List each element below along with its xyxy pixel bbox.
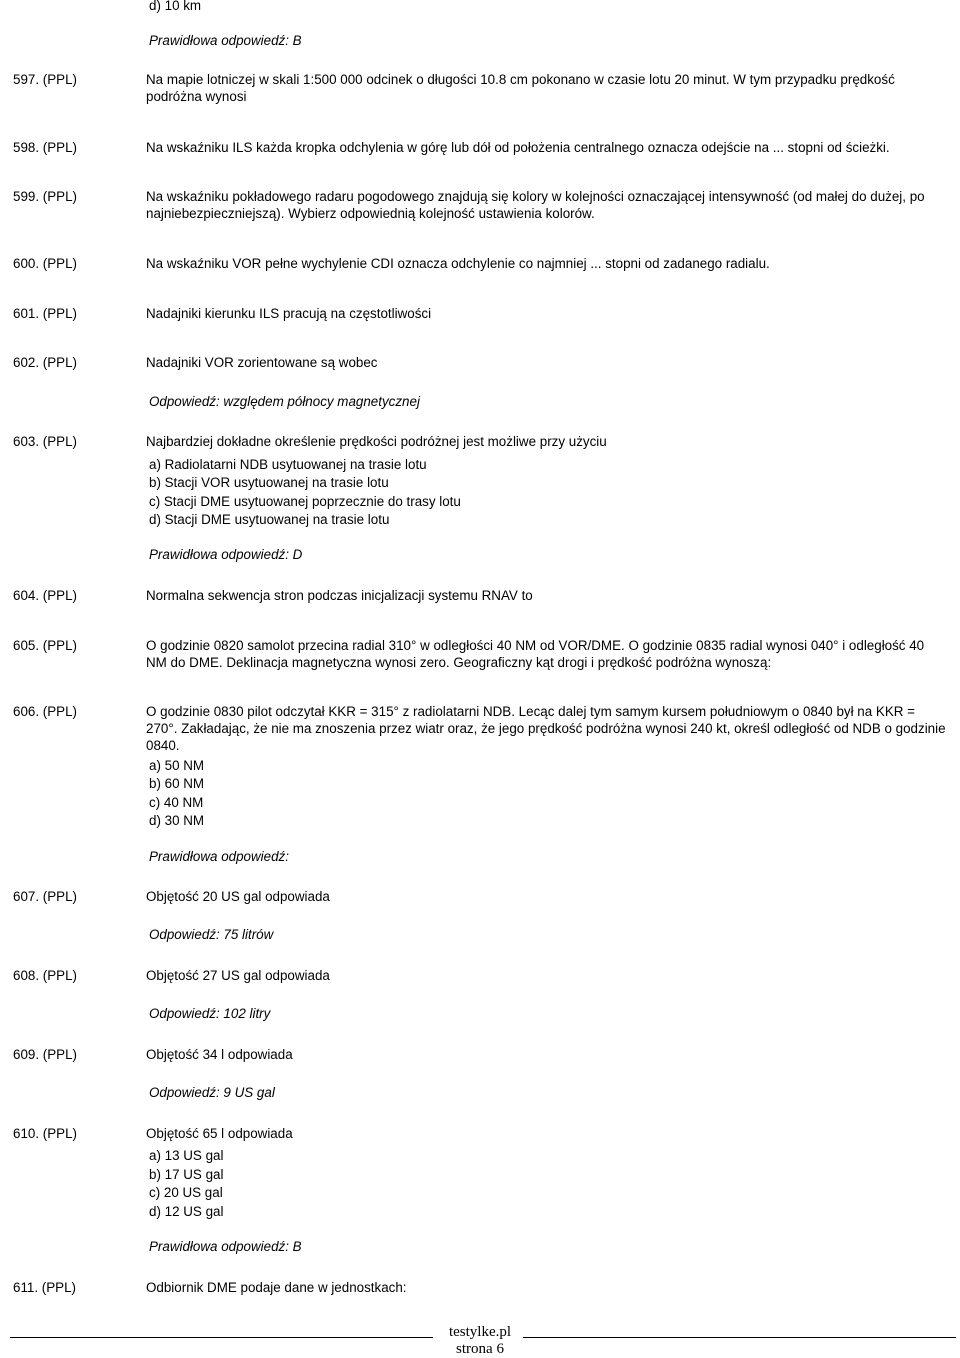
answer-609: Odpowiedź: 9 US gal [149, 1085, 275, 1100]
option-606-a: a) 50 NM [149, 758, 205, 773]
option-606-b: b) 60 NM [149, 776, 205, 791]
question-number-597: 597. (PPL) [13, 72, 78, 87]
answer-606: Prawidłowa odpowiedź: [149, 849, 289, 864]
page-footer [0, 1322, 960, 1355]
option-603-c: c) Stacji DME usytuowanej poprzecznie do trasy lotu [149, 494, 461, 509]
answer-610: Prawidłowa odpowiedź: B [149, 1239, 302, 1254]
question-number-598: 598. (PPL) [13, 140, 78, 155]
footer-page-number: strona 6 [456, 1341, 504, 1357]
question-text-606: O godzinie 0830 pilot odczytał KKR = 315° z radiolatarni NDB. Lecąc dalej tym samym kursem południowym o 0840 był na KKR = 270°. Zakładając, że nie ma znoszenia przez wiatr oraz, że jego prędkość podróżna wynosi 240 kt, określ odległość od NDB o godzinie 0840. [146, 704, 946, 753]
question-number-607: 607. (PPL) [13, 889, 78, 904]
option-606-d: d) 30 NM [149, 813, 205, 828]
question-text-602: Nadajniki VOR zorientowane są wobec [146, 355, 378, 370]
option-603-a: a) Radiolatarni NDB usytuowanej na trasie lotu [149, 457, 427, 472]
question-text-609: Objętość 34 l odpowiada [146, 1047, 293, 1062]
question-text-608: Objętość 27 US gal odpowiada [146, 968, 330, 983]
question-text-603: Najbardziej dokładne określenie prędkości podróżnej jest możliwe przy użyciu [146, 434, 607, 449]
answer-603: Prawidłowa odpowiedź: D [149, 547, 303, 562]
question-text-597: Na mapie lotniczej w skali 1:500 000 odcinek o długości 10.8 cm pokonano w czasie lotu 20 minut. W tym przypadku prędkość podróżna wynosi [146, 72, 895, 104]
question-number-609: 609. (PPL) [13, 1047, 78, 1062]
question-text-605: O godzinie 0820 samolot przecina radial 310° w odległości 40 NM od VOR/DME. O godzinie 0835 radial wynosi 040° i odległość 40 NM do DME. Deklinacja magnetyczna wynosi zero. Geograficzny kąt drogi i prędkość podróżna wynoszą: [146, 638, 925, 670]
option-610-b: b) 17 US gal [149, 1167, 224, 1182]
option-610-a: a) 13 US gal [149, 1148, 224, 1163]
option-d-previous: d) 10 km [149, 0, 202, 13]
option-610-c: c) 20 US gal [149, 1185, 223, 1200]
question-text-604: Normalna sekwencja stron podczas inicjalizacji systemu RNAV to [146, 588, 533, 603]
answer-602: Odpowiedź: względem północy magnetycznej [149, 394, 420, 409]
question-number-600: 600. (PPL) [13, 256, 78, 271]
option-610-d: d) 12 US gal [149, 1204, 224, 1219]
question-text-611: Odbiornik DME podaje dane w jednostkach: [146, 1280, 407, 1295]
question-text-599: Na wskaźniku pokładowego radaru pogodowego znajdują się kolory w kolejności oznaczającej intensywność (od małej do dużej, po najniebezpieczniejszą). Wybierz odpowiednią kolejność ustawienia kolorów. [146, 189, 925, 221]
question-number-603: 603. (PPL) [13, 434, 78, 449]
question-number-605: 605. (PPL) [13, 638, 78, 653]
option-606-c: c) 40 NM [149, 795, 204, 810]
question-text-607: Objętość 20 US gal odpowiada [146, 889, 330, 904]
question-number-606: 606. (PPL) [13, 704, 78, 719]
question-number-604: 604. (PPL) [13, 588, 78, 603]
answer-608: Odpowiedź: 102 litry [149, 1006, 271, 1021]
footer-rule-right [523, 1337, 956, 1338]
question-number-608: 608. (PPL) [13, 968, 78, 983]
option-603-d: d) Stacji DME usytuowanej na trasie lotu [149, 512, 390, 527]
footer-rule-left [10, 1337, 433, 1338]
option-603-b: b) Stacji VOR usytuowanej na trasie lotu [149, 475, 389, 490]
answer-previous: Prawidłowa odpowiedź: B [149, 33, 302, 48]
question-text-598: Na wskaźniku ILS każda kropka odchylenia w górę lub dół od położenia centralnego oznacza odejście na ... stopni od ścieżki. [146, 140, 890, 155]
question-number-599: 599. (PPL) [13, 189, 78, 204]
question-number-611: 611. (PPL) [13, 1280, 77, 1295]
question-text-601: Nadajniki kierunku ILS pracują na częstotliwości [146, 306, 432, 321]
question-text-600: Na wskaźniku VOR pełne wychylenie CDI oznacza odchylenie co najmniej ... stopni od zadanego radialu. [146, 256, 770, 271]
question-text-610: Objętość 65 l odpowiada [146, 1126, 293, 1141]
answer-607: Odpowiedź: 75 litrów [149, 927, 274, 942]
question-number-601: 601. (PPL) [13, 306, 78, 321]
question-number-602: 602. (PPL) [13, 355, 78, 370]
footer-site: testylke.pl [448, 1324, 512, 1340]
question-number-610: 610. (PPL) [13, 1126, 78, 1141]
